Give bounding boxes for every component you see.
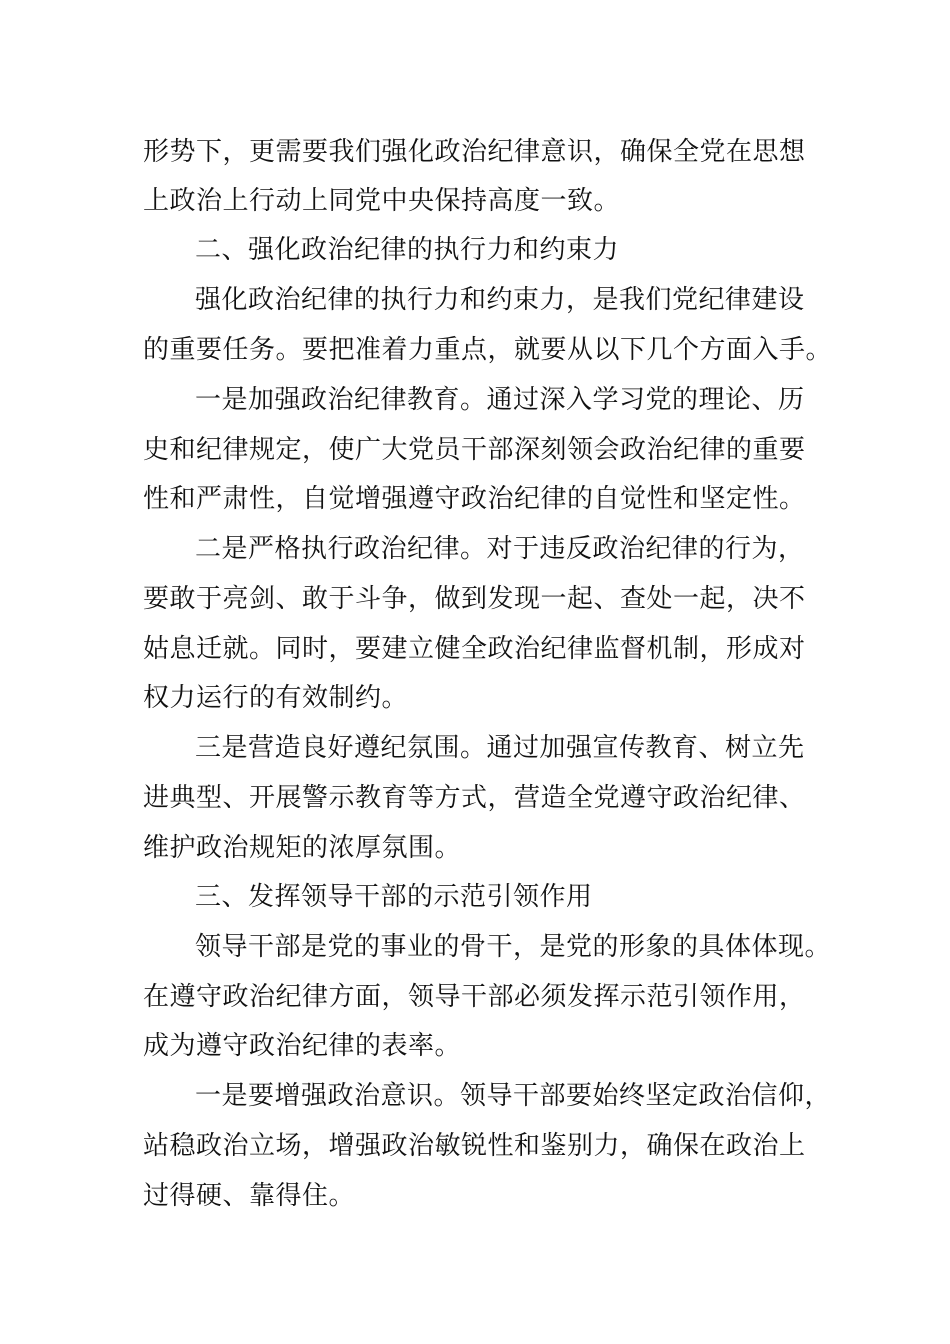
paragraph-line: 在遵守政治纪律方面，领导干部必须发挥示范引领作用， bbox=[143, 982, 806, 1012]
paragraph-line: 要敢于亮剑、敢于斗争，做到发现一起、查处一起，决不 bbox=[143, 584, 806, 614]
paragraph-line: 过得硬、靠得住。 bbox=[143, 1181, 356, 1211]
section-heading: 三、发挥领导干部的示范引领作用 bbox=[195, 882, 593, 912]
section-heading: 二、强化政治纪律的执行力和约束力 bbox=[195, 235, 620, 265]
paragraph-line: 维护政治规矩的浓厚氛围。 bbox=[143, 833, 462, 863]
paragraph-line: 上政治上行动上同党中央保持高度一致。 bbox=[143, 186, 621, 216]
paragraph-line: 三是营造良好遵纪氛围。通过加强宣传教育、树立先 bbox=[195, 733, 805, 763]
paragraph-line: 二是严格执行政治纪律。对于违反政治纪律的行为， bbox=[195, 534, 805, 564]
paragraph-line: 史和纪律规定，使广大党员干部深刻领会政治纪律的重要 bbox=[143, 435, 806, 465]
paragraph-line: 一是要增强政治意识。领导干部要始终坚定政治信仰， bbox=[195, 1081, 832, 1111]
paragraph-line: 权力运行的有效制约。 bbox=[143, 683, 409, 713]
paragraph-line: 形势下，更需要我们强化政治纪律意识，确保全党在思想 bbox=[143, 137, 806, 167]
paragraph-line: 进典型、开展警示教育等方式，营造全党遵守政治纪律、 bbox=[143, 783, 806, 813]
paragraph-line: 站稳政治立场，增强政治敏锐性和鉴别力，确保在政治上 bbox=[143, 1131, 806, 1161]
paragraph-line: 姑息迁就。同时，要建立健全政治纪律监督机制，形成对 bbox=[143, 634, 806, 664]
paragraph-line: 领导干部是党的事业的骨干，是党的形象的具体体现。 bbox=[195, 932, 832, 962]
paragraph-line: 性和严肃性，自觉增强遵守政治纪律的自觉性和坚定性。 bbox=[143, 484, 806, 514]
paragraph-line: 成为遵守政治纪律的表率。 bbox=[143, 1031, 462, 1061]
paragraph-line: 的重要任务。要把准着力重点，就要从以下几个方面入手。 bbox=[143, 335, 833, 365]
paragraph-line: 一是加强政治纪律教育。通过深入学习党的理论、历 bbox=[195, 385, 805, 415]
paragraph-line: 强化政治纪律的执行力和约束力，是我们党纪律建设 bbox=[195, 285, 805, 315]
